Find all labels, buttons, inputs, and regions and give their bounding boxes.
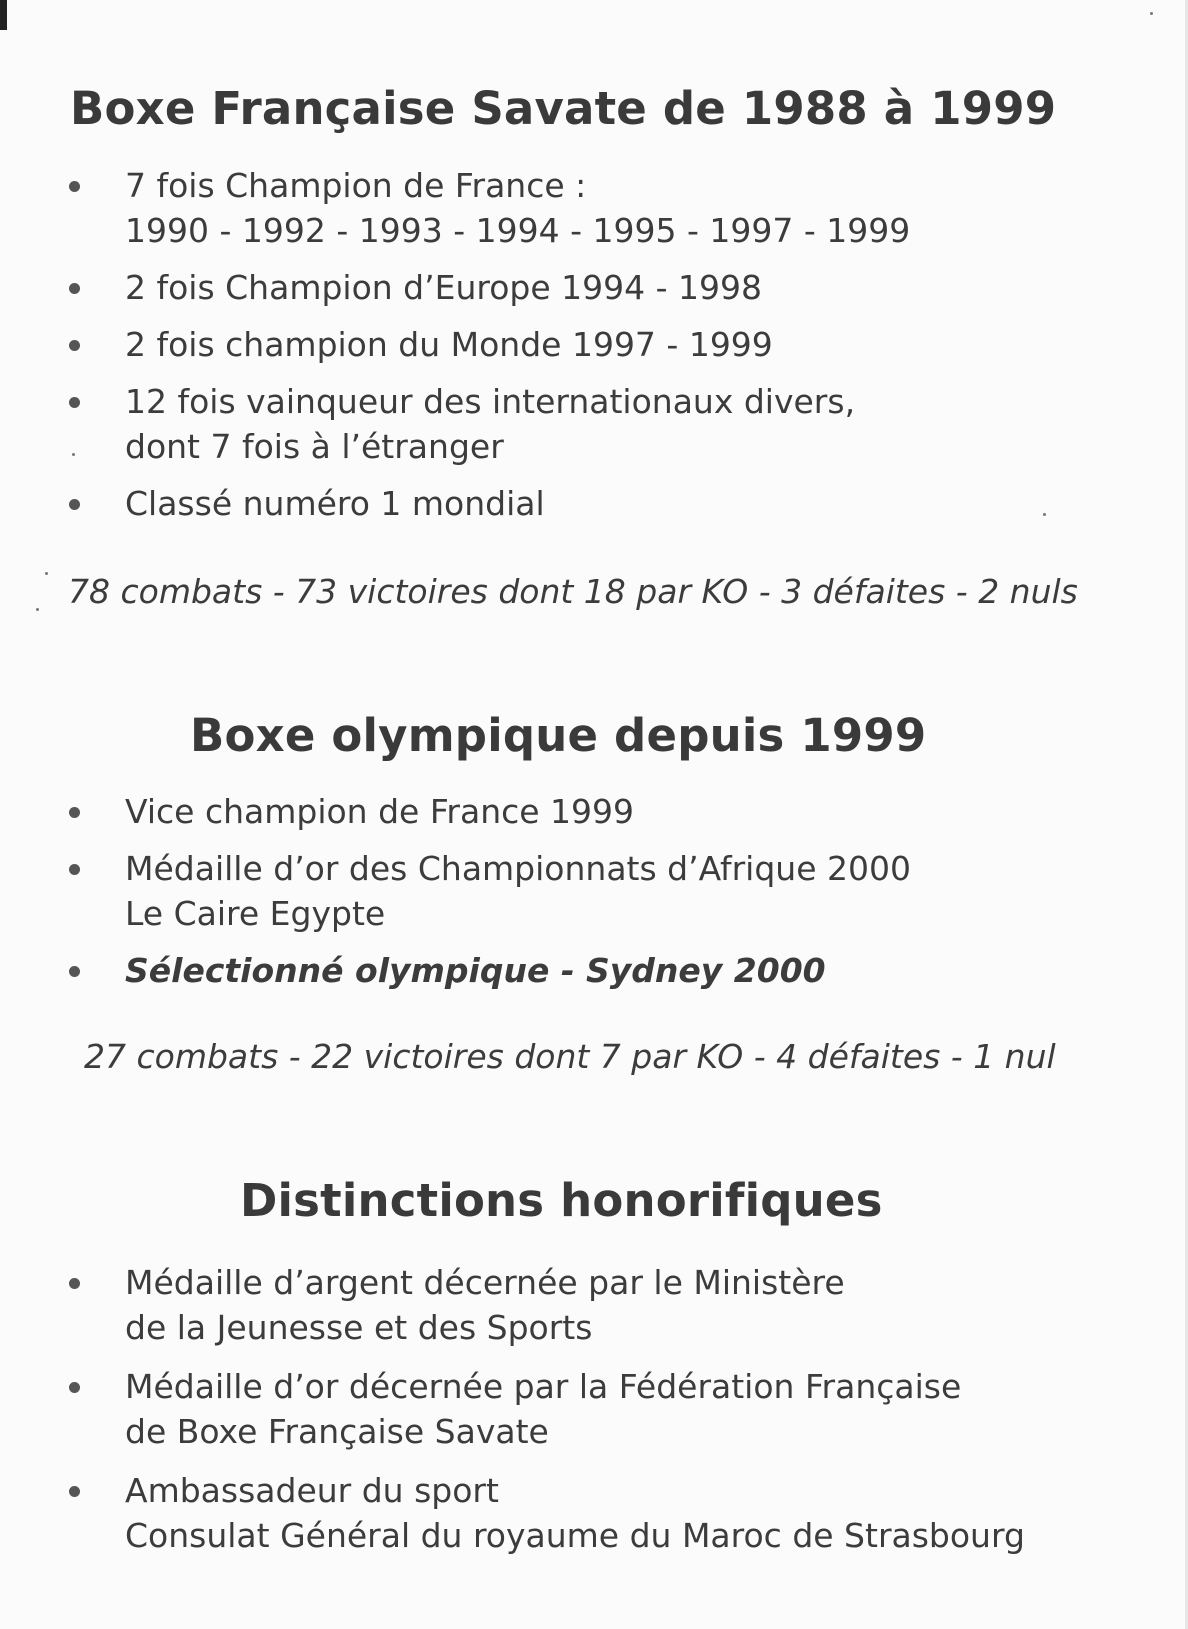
list-item-text-continued: dont 7 fois à l’étranger (125, 427, 504, 466)
bullet-icon (69, 1382, 80, 1393)
bullet-icon (69, 397, 80, 408)
list-item-text: 12 fois vainqueur des internationaux divers, (125, 382, 856, 421)
bullet-icon (69, 340, 80, 351)
bullet-icon (69, 1278, 80, 1289)
scan-speck (36, 608, 39, 611)
list-item-text: Sélectionné olympique - Sydney 2000 (125, 951, 826, 990)
scan-corner-mark (0, 0, 7, 30)
bullet-icon (69, 864, 80, 875)
honors-section-title: Distinctions honorifiques (240, 1174, 883, 1227)
olympic-achievements-list (0, 789, 1150, 993)
list-item-text: Médaille d’or décernée par la Fédération Française (125, 1367, 962, 1406)
savate-fight-record: 78 combats - 73 victoires dont 18 par KO - 3 défaites - 2 nuls (68, 572, 1078, 611)
bullet-icon (69, 966, 80, 977)
list-item (0, 322, 1150, 367)
scan-speck (45, 572, 48, 575)
list-item-text: Médaille d’or des Championnats d’Afrique 2000 (125, 849, 911, 888)
list-item (0, 1260, 1150, 1350)
list-item-text: Ambassadeur du sport (125, 1471, 499, 1510)
list-item (0, 163, 1150, 253)
list-item (0, 1468, 1150, 1558)
bullet-icon (69, 1486, 80, 1497)
list-item (0, 265, 1150, 310)
list-item (0, 948, 1150, 993)
list-item-text-continued: de la Jeunesse et des Sports (125, 1308, 593, 1347)
scan-speck (72, 453, 75, 456)
list-item (0, 481, 1150, 526)
bullet-icon (69, 283, 80, 294)
list-item (0, 789, 1150, 834)
bullet-icon (69, 499, 80, 510)
list-item (0, 379, 1150, 469)
list-item-text: Vice champion de France 1999 (125, 792, 635, 831)
list-item-text: 2 fois Champion d’Europe 1994 - 1998 (125, 268, 763, 307)
savate-section-title: Boxe Française Savate de 1988 à 1999 (70, 82, 1057, 135)
list-item-text: 7 fois Champion de France : (125, 166, 587, 205)
olympic-section-title: Boxe olympique depuis 1999 (190, 709, 927, 762)
honors-list (0, 1260, 1150, 1558)
list-item (0, 1364, 1150, 1454)
bullet-icon (69, 807, 80, 818)
scan-speck (1043, 513, 1046, 516)
scan-speck (1150, 12, 1153, 15)
list-item-text-continued: Le Caire Egypte (125, 894, 386, 933)
list-item-text-continued: de Boxe Française Savate (125, 1412, 549, 1451)
list-item-text-continued: 1990 - 1992 - 1993 - 1994 - 1995 - 1997 - 1999 (125, 211, 911, 250)
savate-achievements-list (0, 163, 1150, 526)
list-item-text: Classé numéro 1 mondial (125, 484, 545, 523)
list-item-text: Médaille d’argent décernée par le Ministère (125, 1263, 845, 1302)
list-item-text-continued: Consulat Général du royaume du Maroc de Strasbourg (125, 1516, 1025, 1555)
list-item-text: 2 fois champion du Monde 1997 - 1999 (125, 325, 773, 364)
olympic-fight-record: 27 combats - 22 victoires dont 7 par KO - 4 défaites - 1 nul (84, 1037, 1056, 1076)
list-item (0, 846, 1150, 936)
bullet-icon (69, 181, 80, 192)
